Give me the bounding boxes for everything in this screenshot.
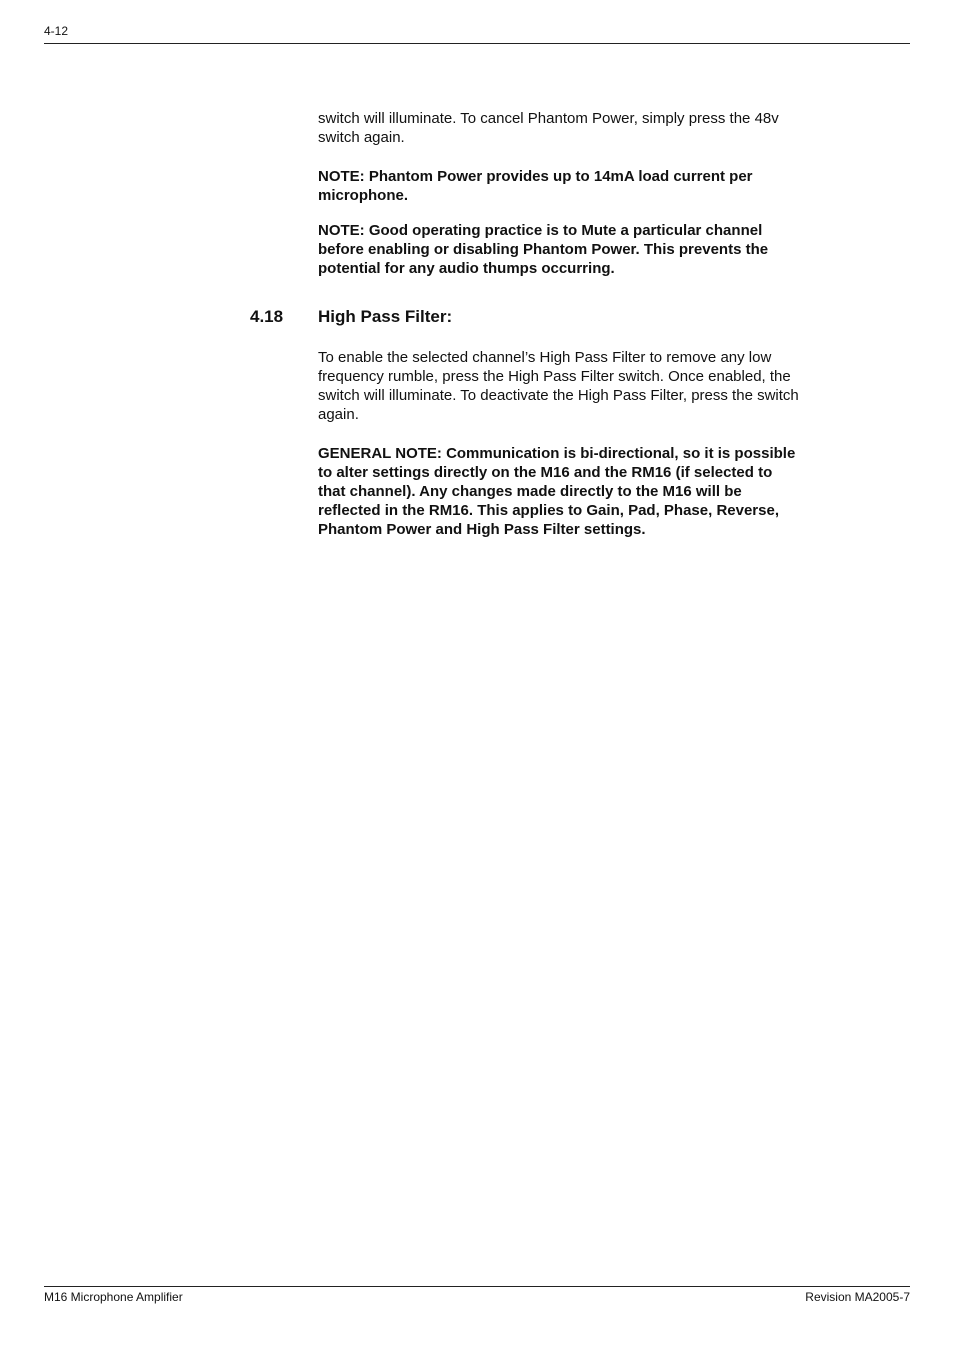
- section-heading: [250, 307, 452, 327]
- footer-title: M16 Microphone Amplifier: [44, 1290, 183, 1304]
- general-note: GENERAL NOTE: Communication is bi-directional, so it is possible to alter settings directly on the M16 and the RM16 (if selected to that channel). Any changes made directly to the M16 will be reflected in the RM16. This applies to Gain, Pad, Phase, Reverse, Phantom Power and High Pass Filter settings.: [318, 445, 796, 538]
- header-rule: [44, 43, 910, 44]
- note-phantom-current: NOTE: Phantom Power provides up to 14mA load current per microphone.: [318, 168, 753, 204]
- footer-revision: Revision MA2005-7: [805, 1290, 910, 1304]
- intro-block: [318, 109, 802, 278]
- page-number: 4-12: [44, 24, 69, 38]
- hpf-paragraph: To enable the selected channel’s High Pass Filter to remove any low frequency rumble, press the High Pass Filter switch. Once enabled, the switch will illuminate. To deactivate the High Pass Filter, press the switch again.: [318, 349, 799, 423]
- section-number: 4.18: [250, 307, 284, 326]
- intro-paragraph: switch will illuminate. To cancel Phantom Power, simply press the 48v switch again.: [318, 110, 779, 146]
- note-mute-practice: NOTE: Good operating practice is to Mute a particular channel before enabling or disabling Phantom Power. This prevents the potential for any audio thumps occurring.: [318, 222, 769, 277]
- section-title: High Pass Filter:: [318, 307, 453, 326]
- section-body: [318, 348, 802, 539]
- footer-rule: [44, 1286, 910, 1287]
